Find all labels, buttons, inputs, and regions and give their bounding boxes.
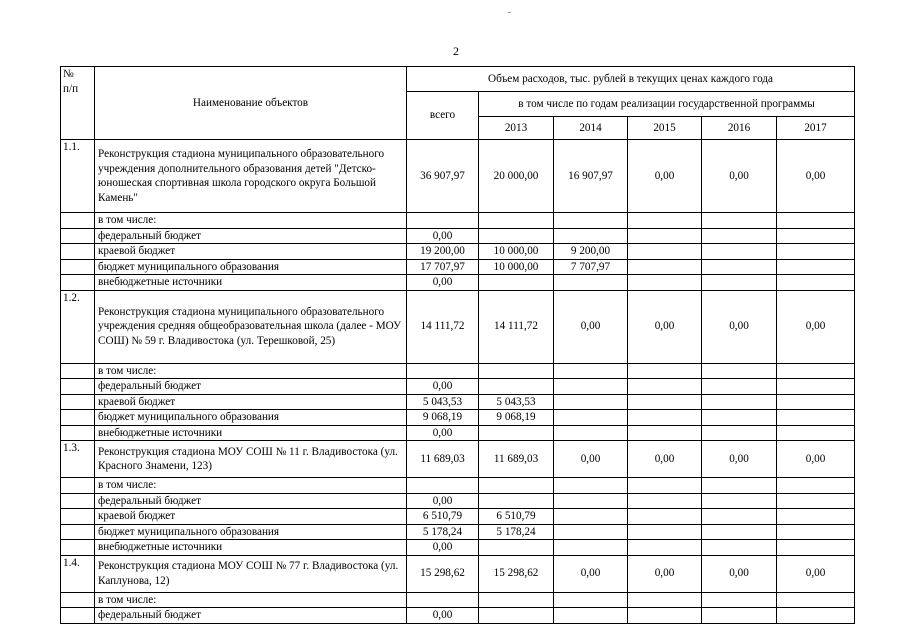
funding-2014 — [554, 275, 628, 291]
object-total: 11 689,03 — [407, 441, 479, 478]
funding-2014 — [554, 363, 628, 379]
object-year-value: 16 907,97 — [554, 140, 628, 213]
header-volume: Объем расходов, тыс. рублей в текущих ценах каждого года — [407, 67, 855, 92]
object-year-value: 0,00 — [777, 290, 855, 363]
funding-total — [407, 213, 479, 229]
object-name: Реконструкция стадиона муниципального образовательного учреждения дополнительного образования детей "Детско-юношеская спортивная школа городского округа Большой Камень" — [95, 140, 407, 213]
header-total: всего — [407, 92, 479, 140]
funding-row-incl — [61, 478, 855, 494]
funding-empty-cell — [702, 379, 777, 395]
object-row — [61, 441, 855, 478]
funding-source-label: краевой бюджет — [95, 244, 407, 260]
funding-row-regional — [61, 394, 855, 410]
funding-2013 — [479, 425, 554, 441]
row-number-empty — [61, 228, 95, 244]
funding-source-label: краевой бюджет — [95, 509, 407, 525]
object-year-value: 0,00 — [628, 290, 702, 363]
object-year-value: 20 000,00 — [479, 140, 554, 213]
row-number-empty — [61, 608, 95, 624]
funding-row-federal — [61, 493, 855, 509]
funding-empty-cell — [777, 244, 855, 260]
row-number-empty — [61, 410, 95, 426]
funding-total: 0,00 — [407, 493, 479, 509]
funding-2013: 10 000,00 — [479, 259, 554, 275]
funding-source-label: внебюджетные источники — [95, 425, 407, 441]
object-year-value: 0,00 — [702, 441, 777, 478]
funding-2014: 7 707,97 — [554, 259, 628, 275]
funding-2013: 6 510,79 — [479, 509, 554, 525]
funding-2014 — [554, 478, 628, 494]
funding-row-incl — [61, 592, 855, 608]
object-year-value: 0,00 — [777, 555, 855, 592]
object-year-value: 0,00 — [628, 555, 702, 592]
funding-empty-cell — [628, 524, 702, 540]
funding-source-label: бюджет муниципального образования — [95, 524, 407, 540]
row-number-empty — [61, 592, 95, 608]
header-year: 2015 — [628, 117, 702, 140]
funding-empty-cell — [777, 592, 855, 608]
funding-row-offbudget — [61, 540, 855, 556]
funding-empty-cell — [777, 228, 855, 244]
funding-empty-cell — [777, 394, 855, 410]
funding-2013 — [479, 379, 554, 395]
funding-empty-cell — [702, 363, 777, 379]
funding-total — [407, 478, 479, 494]
funding-empty-cell — [777, 275, 855, 291]
object-year-value: 0,00 — [702, 140, 777, 213]
funding-2013 — [479, 363, 554, 379]
funding-empty-cell — [628, 410, 702, 426]
funding-empty-cell — [777, 540, 855, 556]
funding-source-label: в том числе: — [95, 213, 407, 229]
object-number: 1.2. — [61, 290, 95, 363]
row-number-empty — [61, 540, 95, 556]
funding-empty-cell — [628, 275, 702, 291]
object-row — [61, 290, 855, 363]
object-total: 14 111,72 — [407, 290, 479, 363]
funding-row-municipal — [61, 410, 855, 426]
funding-empty-cell — [777, 410, 855, 426]
header-year: 2016 — [702, 117, 777, 140]
funding-2014 — [554, 213, 628, 229]
object-total: 36 907,97 — [407, 140, 479, 213]
funding-total: 0,00 — [407, 228, 479, 244]
funding-source-label: бюджет муниципального образования — [95, 259, 407, 275]
funding-source-label: бюджет муниципального образования — [95, 410, 407, 426]
funding-empty-cell — [777, 509, 855, 525]
funding-empty-cell — [702, 592, 777, 608]
object-year-value: 0,00 — [554, 441, 628, 478]
funding-empty-cell — [628, 608, 702, 624]
funding-2014 — [554, 592, 628, 608]
header-num: № п/п — [61, 67, 95, 140]
funding-empty-cell — [628, 228, 702, 244]
funding-row-incl — [61, 213, 855, 229]
object-year-value: 0,00 — [628, 441, 702, 478]
funding-total: 9 068,19 — [407, 410, 479, 426]
funding-2013 — [479, 275, 554, 291]
funding-2013 — [479, 228, 554, 244]
funding-empty-cell — [628, 379, 702, 395]
funding-empty-cell — [628, 363, 702, 379]
funding-empty-cell — [777, 259, 855, 275]
funding-2013: 5 043,53 — [479, 394, 554, 410]
funding-total: 0,00 — [407, 540, 479, 556]
object-year-value: 0,00 — [702, 555, 777, 592]
header-year: 2014 — [554, 117, 628, 140]
object-year-value: 15 298,62 — [479, 555, 554, 592]
funding-2013 — [479, 608, 554, 624]
funding-empty-cell — [702, 478, 777, 494]
object-year-value: 0,00 — [628, 140, 702, 213]
funding-2013 — [479, 213, 554, 229]
object-year-value: 0,00 — [554, 555, 628, 592]
header-year: 2013 — [479, 117, 554, 140]
funding-total: 6 510,79 — [407, 509, 479, 525]
funding-empty-cell — [777, 425, 855, 441]
funding-row-incl — [61, 363, 855, 379]
funding-2014 — [554, 228, 628, 244]
funding-2014 — [554, 493, 628, 509]
funding-empty-cell — [628, 478, 702, 494]
funding-total: 0,00 — [407, 425, 479, 441]
object-year-value: 11 689,03 — [479, 441, 554, 478]
funding-total — [407, 363, 479, 379]
funding-empty-cell — [777, 524, 855, 540]
funding-source-label: краевой бюджет — [95, 394, 407, 410]
object-year-value: 0,00 — [554, 290, 628, 363]
funding-empty-cell — [777, 213, 855, 229]
funding-row-federal — [61, 608, 855, 624]
object-name: Реконструкция стадиона муниципального образовательного учреждения средняя общеобразовательная школа (далее - МОУ СОШ) № 59 г. Владивостока (ул. Терешковой, 25) — [95, 290, 407, 363]
funding-total — [407, 592, 479, 608]
funding-empty-cell — [628, 244, 702, 260]
object-row — [61, 140, 855, 213]
funding-2013 — [479, 493, 554, 509]
funding-2014 — [554, 394, 628, 410]
header-name: Наименование объектов — [95, 67, 407, 140]
funding-2013 — [479, 540, 554, 556]
funding-row-regional — [61, 509, 855, 525]
funding-row-regional — [61, 244, 855, 260]
funding-source-label: внебюджетные источники — [95, 540, 407, 556]
funding-2014 — [554, 608, 628, 624]
funding-2014 — [554, 540, 628, 556]
funding-row-offbudget — [61, 425, 855, 441]
object-year-value: 0,00 — [777, 140, 855, 213]
funding-source-label: федеральный бюджет — [95, 608, 407, 624]
funding-empty-cell — [702, 540, 777, 556]
funding-total: 0,00 — [407, 379, 479, 395]
funding-empty-cell — [702, 394, 777, 410]
object-row — [61, 555, 855, 592]
funding-empty-cell — [628, 509, 702, 525]
funding-empty-cell — [628, 493, 702, 509]
funding-empty-cell — [777, 608, 855, 624]
funding-source-label: федеральный бюджет — [95, 228, 407, 244]
row-number-empty — [61, 244, 95, 260]
row-number-empty — [61, 478, 95, 494]
row-number-empty — [61, 524, 95, 540]
header-year: 2017 — [777, 117, 855, 140]
funding-total: 0,00 — [407, 608, 479, 624]
object-number: 1.1. — [61, 140, 95, 213]
funding-row-municipal — [61, 524, 855, 540]
funding-source-label: федеральный бюджет — [95, 493, 407, 509]
row-number-empty — [61, 363, 95, 379]
funding-2014 — [554, 379, 628, 395]
funding-empty-cell — [702, 608, 777, 624]
funding-source-label: внебюджетные источники — [95, 275, 407, 291]
funding-empty-cell — [777, 363, 855, 379]
object-total: 15 298,62 — [407, 555, 479, 592]
funding-source-label: федеральный бюджет — [95, 379, 407, 395]
row-number-empty — [61, 259, 95, 275]
funding-2013: 9 068,19 — [479, 410, 554, 426]
funding-2013: 10 000,00 — [479, 244, 554, 260]
row-number-empty — [61, 425, 95, 441]
funding-row-offbudget — [61, 275, 855, 291]
object-name: Реконструкция стадиона МОУ СОШ № 11 г. Владивостока (ул. Красного Знамени, 123) — [95, 441, 407, 478]
funding-empty-cell — [702, 524, 777, 540]
object-name: Реконструкция стадиона МОУ СОШ № 77 г. Владивостока (ул. Каплунова, 12) — [95, 555, 407, 592]
funding-total: 5 178,24 — [407, 524, 479, 540]
funding-empty-cell — [702, 244, 777, 260]
funding-empty-cell — [628, 213, 702, 229]
funding-empty-cell — [702, 275, 777, 291]
funding-total: 17 707,97 — [407, 259, 479, 275]
funding-empty-cell — [628, 592, 702, 608]
object-year-value: 14 111,72 — [479, 290, 554, 363]
funding-empty-cell — [702, 509, 777, 525]
funding-2014: 9 200,00 — [554, 244, 628, 260]
funding-empty-cell — [702, 213, 777, 229]
funding-source-label: в том числе: — [95, 478, 407, 494]
object-number: 1.3. — [61, 441, 95, 478]
funding-2014 — [554, 425, 628, 441]
funding-2014 — [554, 524, 628, 540]
funding-source-label: в том числе: — [95, 592, 407, 608]
funding-row-municipal — [61, 259, 855, 275]
row-number-empty — [61, 213, 95, 229]
row-number-empty — [61, 275, 95, 291]
funding-empty-cell — [628, 394, 702, 410]
row-number-empty — [61, 493, 95, 509]
object-year-value: 0,00 — [702, 290, 777, 363]
funding-2014 — [554, 509, 628, 525]
scan-mark — [508, 12, 511, 13]
header-by-years: в том числе по годам реализации государственной программы — [479, 92, 855, 117]
funding-empty-cell — [777, 379, 855, 395]
funding-empty-cell — [777, 478, 855, 494]
funding-empty-cell — [628, 425, 702, 441]
funding-total: 5 043,53 — [407, 394, 479, 410]
funding-empty-cell — [777, 493, 855, 509]
page-number: 2 — [453, 44, 459, 58]
funding-row-federal — [61, 379, 855, 395]
object-number: 1.4. — [61, 555, 95, 592]
funding-2013 — [479, 592, 554, 608]
funding-2013: 5 178,24 — [479, 524, 554, 540]
funding-empty-cell — [702, 493, 777, 509]
row-number-empty — [61, 379, 95, 395]
funding-total: 19 200,00 — [407, 244, 479, 260]
funding-empty-cell — [702, 259, 777, 275]
funding-row-federal — [61, 228, 855, 244]
funding-source-label: в том числе: — [95, 363, 407, 379]
funding-empty-cell — [702, 228, 777, 244]
budget-table — [60, 66, 855, 624]
row-number-empty — [61, 394, 95, 410]
funding-empty-cell — [702, 425, 777, 441]
object-year-value: 0,00 — [777, 441, 855, 478]
funding-2014 — [554, 410, 628, 426]
funding-empty-cell — [702, 410, 777, 426]
funding-2013 — [479, 478, 554, 494]
funding-empty-cell — [628, 259, 702, 275]
funding-total: 0,00 — [407, 275, 479, 291]
funding-empty-cell — [628, 540, 702, 556]
row-number-empty — [61, 509, 95, 525]
